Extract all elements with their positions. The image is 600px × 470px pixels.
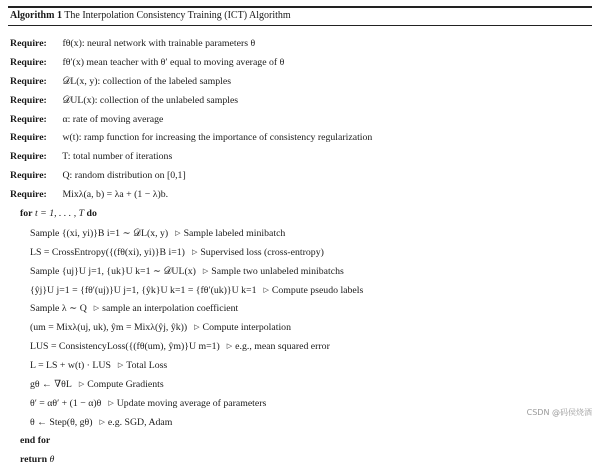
comment-triangle-icon: ▷ xyxy=(191,247,198,256)
step-comment xyxy=(192,247,324,258)
step-comment-text: e.g. SGD, Adam xyxy=(107,416,173,428)
require-line xyxy=(10,73,592,92)
comment-triangle-icon: ▷ xyxy=(117,361,124,370)
algorithm-title xyxy=(10,9,291,23)
require-text: T: total number of iterations xyxy=(62,151,173,163)
require-label: Require: xyxy=(10,75,47,87)
step-comment xyxy=(79,379,164,390)
step-code: θ′ = αθ′ + (1 − α)θ xyxy=(30,397,102,409)
step-comment xyxy=(227,341,330,352)
algorithm-body xyxy=(10,35,592,469)
step-code: LUS = ConsistencyLoss({(fθ(um), ŷm)}U m=1) xyxy=(30,341,220,353)
return-value: θ xyxy=(49,453,55,465)
for-keyword: for xyxy=(20,208,33,220)
watermark: CSDN @码侯烧酒 xyxy=(526,408,592,417)
step-comment-text: e.g., mean squared error xyxy=(235,341,330,353)
require-label: Require: xyxy=(10,151,47,163)
require-line xyxy=(10,111,592,130)
step-code: LS = CrossEntropy({(fθ(xi), yi)}B i=1) xyxy=(30,246,185,258)
comment-triangle-icon: ▷ xyxy=(78,380,85,389)
comment-triangle-icon: ▷ xyxy=(263,285,269,294)
comment-triangle-icon: ▷ xyxy=(226,342,233,351)
step-line xyxy=(10,262,592,281)
step-comment-text: Total Loss xyxy=(126,360,168,372)
step-comment-text: Compute interpolation xyxy=(202,322,291,334)
step-line xyxy=(10,413,592,432)
step-code: gθ ← ∇θL xyxy=(30,379,72,391)
step-line xyxy=(10,299,592,318)
require-text: w(t): ramp function for increasing the importance of consistency regularization xyxy=(62,132,373,144)
require-text: fθ′(x) mean teacher with θ′ equal to moving average of θ xyxy=(62,56,285,68)
comment-triangle-icon: ▷ xyxy=(93,304,100,313)
comment-triangle-icon: ▷ xyxy=(99,417,105,426)
step-code: (um = Mixλ(uj, uk), ŷm = Mixλ(ŷj, ŷk)) xyxy=(30,322,188,334)
step-line xyxy=(10,281,592,300)
comment-triangle-icon: ▷ xyxy=(194,323,200,332)
require-label: Require: xyxy=(10,189,47,201)
require-label: Require: xyxy=(10,132,47,144)
title-rule xyxy=(8,25,592,26)
step-comment xyxy=(175,228,285,239)
step-code: θ ← Step(θ, gθ) xyxy=(30,416,93,428)
step-code: Sample {uj}U j=1, {uk}U k=1 ∼ 𝒟UL(x) xyxy=(30,265,196,277)
step-comment xyxy=(118,360,167,371)
step-comment-text: Compute pseudo labels xyxy=(271,284,364,296)
require-line xyxy=(10,167,592,186)
for-condition: t = 1, . . . , T xyxy=(34,208,85,220)
step-line xyxy=(10,337,592,356)
step-line xyxy=(10,318,592,337)
step-comment xyxy=(94,303,239,314)
algorithm-caption: The Interpolation Consistency Training (ICT) Algorithm xyxy=(64,10,291,21)
require-text: 𝒟L(x, y): collection of the labeled samples xyxy=(62,75,232,87)
require-line xyxy=(10,92,592,111)
step-comment-text: Compute Gradients xyxy=(87,379,164,391)
step-code: Sample λ ∼ Q xyxy=(30,303,87,315)
comment-triangle-icon: ▷ xyxy=(108,398,114,407)
step-comment-text: sample an interpolation coefficient xyxy=(102,303,239,315)
return-keyword: return xyxy=(20,453,48,465)
step-line xyxy=(10,356,592,375)
require-line xyxy=(10,54,592,73)
comment-triangle-icon: ▷ xyxy=(202,266,209,275)
step-comment xyxy=(263,285,363,296)
require-text: Mixλ(a, b) = λa + (1 − λ)b. xyxy=(62,189,169,201)
require-line xyxy=(10,35,592,54)
require-text: Q: random distribution on [0,1] xyxy=(62,170,186,182)
require-label: Require: xyxy=(10,113,47,125)
step-comment xyxy=(203,266,344,277)
return-line xyxy=(10,451,592,470)
step-comment-text: Supervised loss (cross-entropy) xyxy=(200,246,324,258)
step-comment xyxy=(108,398,266,409)
require-label: Require: xyxy=(10,170,47,182)
loop-steps xyxy=(10,224,592,432)
step-line xyxy=(10,394,592,413)
comment-triangle-icon: ▷ xyxy=(175,228,181,237)
step-comment-text: Sample two unlabeled minibatchs xyxy=(211,265,344,277)
require-line xyxy=(10,148,592,167)
step-code: {ŷj}U j=1 = {fθ′(uj)}U j=1, {ŷk}U k=1 = {fθ′(uk)}U k=1 xyxy=(30,284,257,296)
do-keyword: do xyxy=(86,208,97,220)
step-line xyxy=(10,243,592,262)
requires-list xyxy=(10,35,592,205)
require-text: 𝒟UL(x): collection of the unlabeled samples xyxy=(62,94,239,106)
step-comment-text: Update moving average of parameters xyxy=(116,397,267,409)
step-code: Sample {(xi, yi)}B i=1 ∼ 𝒟L(x, y) xyxy=(30,227,169,239)
top-rule xyxy=(8,6,592,8)
require-text: fθ(x): neural network with trainable parameters θ xyxy=(62,38,256,49)
require-label: Require: xyxy=(10,56,47,68)
step-line xyxy=(10,224,592,243)
end-for-line xyxy=(10,432,592,451)
require-label: Require: xyxy=(10,38,47,49)
require-line xyxy=(10,186,592,205)
for-line xyxy=(10,205,592,224)
step-code: L = LS + w(t) · LUS xyxy=(30,360,111,372)
require-line xyxy=(10,129,592,148)
end-for-keyword: end for xyxy=(20,434,51,446)
algorithm-number: Algorithm 1 xyxy=(10,10,62,21)
require-text: α: rate of moving average xyxy=(62,113,164,125)
step-comment-text: Sample labeled minibatch xyxy=(183,227,286,239)
require-label: Require: xyxy=(10,94,47,106)
step-comment xyxy=(100,417,173,428)
step-line xyxy=(10,375,592,394)
step-comment xyxy=(194,322,291,333)
